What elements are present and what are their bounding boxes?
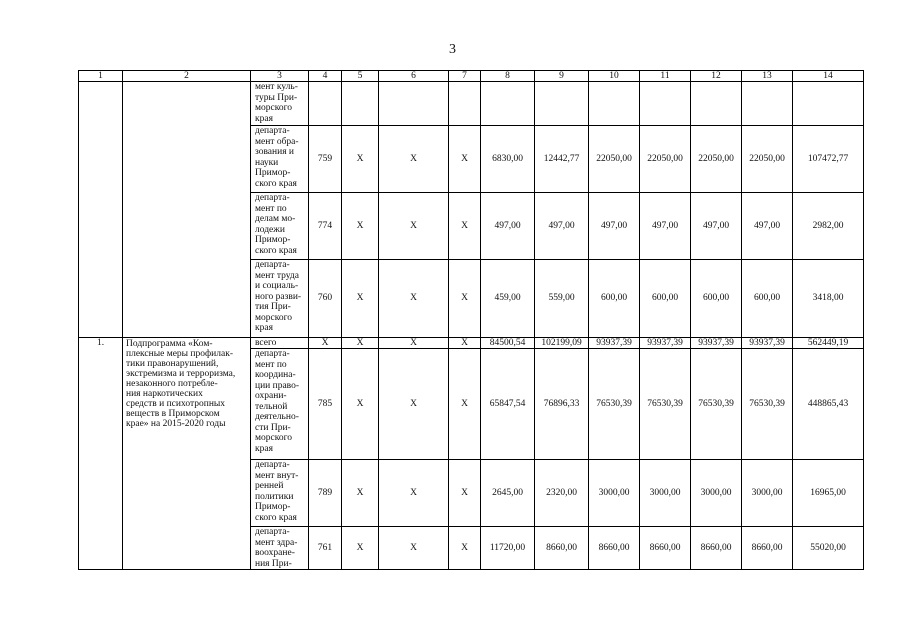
executor-cell: департа- мент труда и социаль- ного разви- тия При- морского края — [251, 260, 309, 338]
value-cell: 459,00 — [481, 260, 535, 338]
header-cell: 13 — [742, 71, 793, 82]
header-cell: 12 — [691, 71, 742, 82]
value-cell: 8660,00 — [742, 527, 793, 570]
value-cell: 107472,77 — [793, 126, 864, 193]
value-cell: 3000,00 — [640, 460, 691, 527]
value-cell: 559,00 — [535, 260, 589, 338]
header-cell: 8 — [481, 71, 535, 82]
value-cell: X — [342, 260, 379, 338]
value-cell: 76530,39 — [589, 349, 640, 460]
value-cell: 93937,39 — [589, 338, 640, 349]
number-cell — [79, 82, 123, 338]
value-cell: 65847,54 — [481, 349, 535, 460]
value-cell: 497,00 — [691, 193, 742, 260]
value-cell: 600,00 — [640, 260, 691, 338]
value-cell: X — [449, 260, 481, 338]
value-cell — [691, 82, 742, 126]
header-cell: 10 — [589, 71, 640, 82]
value-cell: 2320,00 — [535, 460, 589, 527]
table-row — [79, 338, 864, 349]
value-cell: 600,00 — [589, 260, 640, 338]
value-cell: 3418,00 — [793, 260, 864, 338]
value-cell: X — [342, 193, 379, 260]
value-cell: 11720,00 — [481, 527, 535, 570]
value-cell: 8660,00 — [589, 527, 640, 570]
value-cell: 600,00 — [691, 260, 742, 338]
value-cell: 497,00 — [535, 193, 589, 260]
value-cell: 2645,00 — [481, 460, 535, 527]
value-cell — [481, 82, 535, 126]
value-cell — [589, 82, 640, 126]
value-cell: 8660,00 — [535, 527, 589, 570]
executor-cell: департа- мент по координа- ции право- охрани- тельной деятельно- сти При- морского края — [251, 349, 309, 460]
value-cell: X — [379, 193, 449, 260]
value-cell: X — [449, 338, 481, 349]
value-cell: 3000,00 — [742, 460, 793, 527]
header-cell: 11 — [640, 71, 691, 82]
value-cell: 774 — [309, 193, 342, 260]
header-cell: 5 — [342, 71, 379, 82]
value-cell: X — [449, 126, 481, 193]
value-cell: 562449,19 — [793, 338, 864, 349]
executor-cell: департа- мент здра- воохране- ния При- — [251, 527, 309, 570]
executor-cell: департа- мент по делам мо- лодежи Примор- ского края — [251, 193, 309, 260]
value-cell: 3000,00 — [589, 460, 640, 527]
executor-cell: департа- мент обра- зования и науки Примор- ского края — [251, 126, 309, 193]
value-cell — [309, 82, 342, 126]
header-cell: 14 — [793, 71, 864, 82]
executor-cell: департа- мент внут- ренней политики Примор- ского края — [251, 460, 309, 527]
header-cell: 6 — [379, 71, 449, 82]
value-cell: 93937,39 — [742, 338, 793, 349]
value-cell: 93937,39 — [691, 338, 742, 349]
value-cell: 76530,39 — [691, 349, 742, 460]
value-cell: 102199,09 — [535, 338, 589, 349]
table-row — [79, 82, 864, 126]
value-cell: 22050,00 — [691, 126, 742, 193]
value-cell: X — [342, 349, 379, 460]
value-cell: 16965,00 — [793, 460, 864, 527]
value-cell: X — [309, 338, 342, 349]
value-cell: X — [379, 527, 449, 570]
value-cell: X — [379, 460, 449, 527]
value-cell: 448865,43 — [793, 349, 864, 460]
value-cell: X — [342, 126, 379, 193]
value-cell: 497,00 — [742, 193, 793, 260]
value-cell: X — [342, 338, 379, 349]
description-cell — [123, 82, 251, 338]
value-cell: 76530,39 — [742, 349, 793, 460]
header-row — [79, 71, 864, 82]
value-cell: X — [379, 349, 449, 460]
value-cell: 22050,00 — [589, 126, 640, 193]
value-cell: 759 — [309, 126, 342, 193]
value-cell: X — [449, 527, 481, 570]
value-cell: 761 — [309, 527, 342, 570]
page-number: 3 — [449, 42, 456, 57]
subprogram-title: Подпрограмма «Ком- плексные меры профилак- тики правонарушений, экстремизма и терроризма, незаконного потребле- ния наркотических средств и психотропных веществ в Приморском крае» на 2015-2020 годы — [123, 338, 251, 570]
value-cell: 497,00 — [640, 193, 691, 260]
budget-table — [78, 70, 864, 570]
value-cell: 12442,77 — [535, 126, 589, 193]
value-cell: X — [379, 126, 449, 193]
value-cell — [742, 82, 793, 126]
header-cell: 7 — [449, 71, 481, 82]
executor-cell: всего — [251, 338, 309, 349]
value-cell: X — [379, 338, 449, 349]
value-cell: 84500,54 — [481, 338, 535, 349]
value-cell: 55020,00 — [793, 527, 864, 570]
value-cell: X — [449, 460, 481, 527]
value-cell: 93937,39 — [640, 338, 691, 349]
value-cell: 22050,00 — [640, 126, 691, 193]
value-cell — [449, 82, 481, 126]
value-cell: 8660,00 — [640, 527, 691, 570]
header-cell: 4 — [309, 71, 342, 82]
subprogram-number: 1. — [79, 338, 123, 570]
value-cell — [640, 82, 691, 126]
value-cell: 760 — [309, 260, 342, 338]
value-cell — [342, 82, 379, 126]
value-cell: 22050,00 — [742, 126, 793, 193]
value-cell: X — [342, 527, 379, 570]
value-cell: X — [342, 460, 379, 527]
table-body — [79, 71, 864, 570]
value-cell — [535, 82, 589, 126]
value-cell: 3000,00 — [691, 460, 742, 527]
value-cell: 6830,00 — [481, 126, 535, 193]
value-cell: 76530,39 — [640, 349, 691, 460]
value-cell — [793, 82, 864, 126]
header-cell: 3 — [251, 71, 309, 82]
value-cell: 497,00 — [481, 193, 535, 260]
value-cell: X — [449, 349, 481, 460]
value-cell: 600,00 — [742, 260, 793, 338]
value-cell: X — [379, 260, 449, 338]
header-cell: 9 — [535, 71, 589, 82]
header-cell: 1 — [79, 71, 123, 82]
value-cell: 785 — [309, 349, 342, 460]
value-cell: 497,00 — [589, 193, 640, 260]
value-cell: 76896,33 — [535, 349, 589, 460]
value-cell: 8660,00 — [691, 527, 742, 570]
value-cell: X — [449, 193, 481, 260]
value-cell — [379, 82, 449, 126]
value-cell: 2982,00 — [793, 193, 864, 260]
value-cell: 789 — [309, 460, 342, 527]
header-cell: 2 — [123, 71, 251, 82]
executor-cell: мент куль- туры При- морского края — [251, 82, 309, 126]
